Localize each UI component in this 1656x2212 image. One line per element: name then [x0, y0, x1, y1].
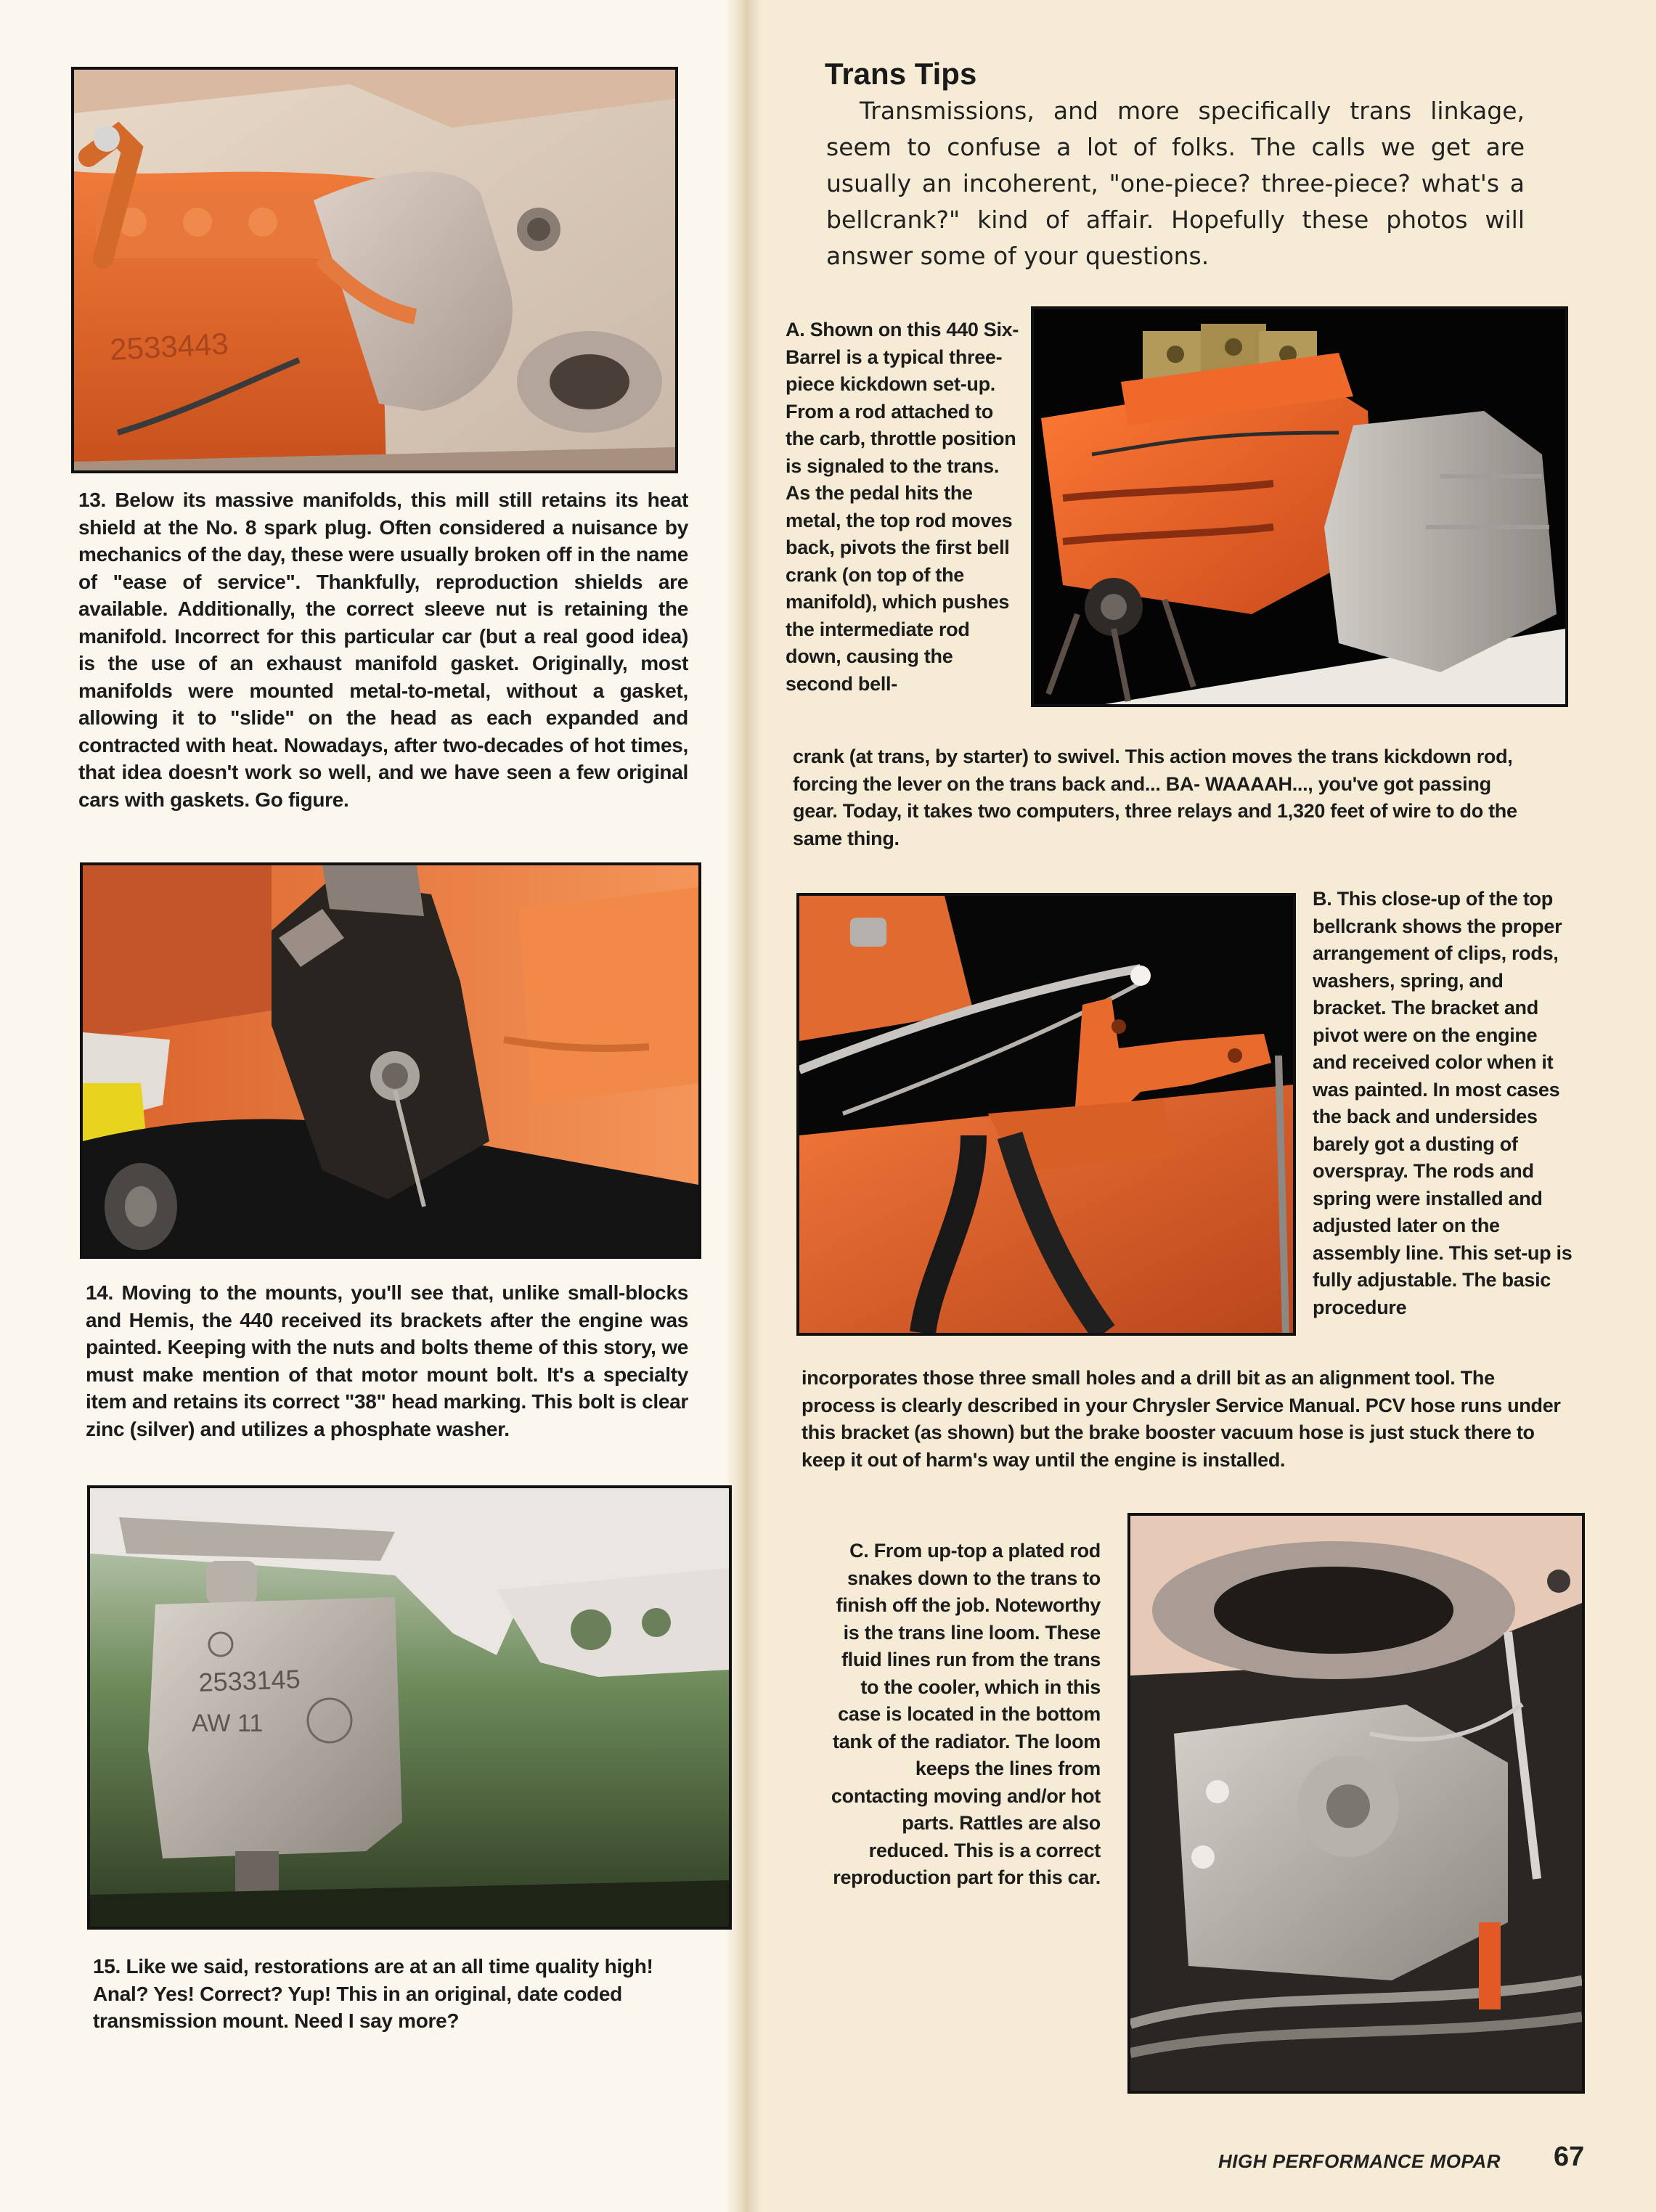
caption-14: 14. Moving to the mounts, you'll see that, unlike small-blocks and Hemis, the 440 received its brackets after the engine was painted. Keeping with the nuts and bolts theme of this story, we must make mention of that motor mount bolt. It's a specialty item and retains its correct "38" head marking. This bolt is clear zinc (silver) and utilizes a phosphate washer. [86, 1281, 688, 1440]
mount-part-number: 2533145 [197, 1664, 301, 1697]
block-casting-number: 2533443 [109, 326, 229, 367]
caption-a-side: A. Shown on this 440 Six-Barrel is a typical three-piece kickdown set-up. From a rod attached to the carb, throttle position is signaled to the trans. As the pedal hits the metal, the top rod moves back, pivots the first bell crank (on top of the manifold), which pushes the intermediate rod down, causing the second bell- [786, 319, 1019, 695]
caption-13: 13. Below its massive manifolds, this mill still retains its heat shield at the No. 8 spark plug. Often considered a nuisance by mechanics of the day, these were usually broken off in the name of "ease of service". Thankfully, reproduction shields are available. Additionally, the correct sleeve nut is retaining the manifold. Incorrect for this particular car (but a real good idea) is the use of an exhaust manifold gasket. Originally, most manifolds were mounted metal-to-metal, without a gasket, allowing it to "slide" on the head as each expanded and contracted with heat. Nowadays, after two-decades of hot times, that idea doesn't work so well, and we have seen a few original cars with gaskets. Go figure. [78, 489, 688, 811]
caption-a-continued: crank (at trans, by starter) to swivel. This action moves the trans kickdown rod, forcing the lever on the trans back and... BA- WAAAAH..., you've got passing gear. Today, it takes two computers, three relays and 1,320 feet of wire to do the same thing. [793, 746, 1517, 849]
photo-a-six-barrel-engine [1031, 306, 1568, 707]
photo-c-illustration [1130, 1516, 1582, 2091]
photo-15-illustration [90, 1488, 729, 1927]
page-number: 67 [1554, 2142, 1585, 2172]
photo-13-illustration [74, 70, 675, 470]
footer-magazine-title: HIGH PERFORMANCE MOPAR [1218, 2150, 1501, 2172]
photo-b-bellcrank-closeup [796, 893, 1296, 1336]
photo-14-motor-mount-bracket [80, 862, 701, 1259]
caption-c: C. From up-top a plated rod snakes down to the trans to finish off the job. Noteworthy is the trans line loom. These fluid lines run from the trans to the cooler, which in this case is located in the bottom tank of the radiator. The loom keeps the lines from contacting moving and/or hot parts. Rattles are also reduced. This is a correct reproduction part for this car. [831, 1540, 1101, 1888]
section-intro: Transmissions, and more specifically trans linkage, seem to confuse a lot of folks. The calls we get are usually an incoherent, "one-piece? three-piece? what's a bellcrank?" kind of affair. Hopefully these photos will answer some of your questions. [826, 97, 1525, 270]
photo-b-illustration [799, 896, 1293, 1333]
mount-date-code: AW 11 [192, 1710, 264, 1737]
photo-a-illustration [1034, 309, 1565, 704]
photo-c-rod-and-line-loom [1127, 1513, 1585, 2094]
section-title: Trans Tips [825, 57, 977, 91]
photo-14-illustration [83, 865, 698, 1256]
caption-b-side: B. This close-up of the top bellcrank shows the proper arrangement of clips, rods, washers, spring, and bracket. The bracket and pivot were on the engine and received color when it was painted. In most cases the back and undersides barely got a dusting of overspray. The rods and spring were installed and adjusted later on the assembly line. This set-up is fully adjustable. The basic procedure [1313, 888, 1573, 1318]
caption-b-continued: incorporates those three small holes and a drill bit as an alignment tool. The process is clearly described in your Chrysler Service Manual. PCV hose runs under this bracket (as shown) but the brake booster vacuum hose is just stuck there to keep it out of harm's way until the engine is installed. [802, 1367, 1561, 1471]
caption-15: 15. Like we said, restorations are at an all time quality high! Anal? Yes! Correct? Yup! This in an original, date coded transmission mount. Need I say more? [93, 1955, 653, 2032]
photo-13-manifold-heat-shield [71, 67, 678, 473]
photo-15-transmission-mount [87, 1485, 732, 1930]
